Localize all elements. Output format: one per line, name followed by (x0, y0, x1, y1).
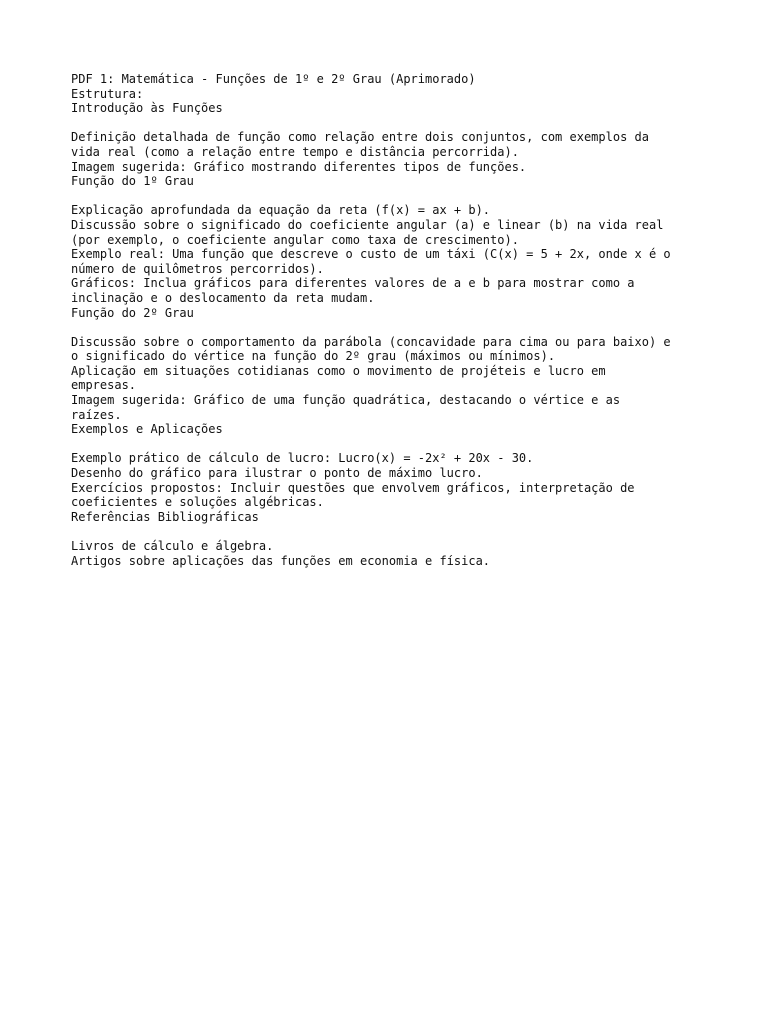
section-line: Gráficos: Inclua gráficos para diferentes valores de a e b para mostrar como a (71, 276, 635, 291)
section-line: raízes. (71, 407, 122, 422)
section-line: empresas. (71, 378, 137, 393)
section-line: Imagem sugerida: Gráfico mostrando diferentes tipos de funções. (71, 159, 527, 174)
section-heading-exemplos: Exemplos e Aplicações (71, 422, 223, 437)
section-line: Artigos sobre aplicações das funções em economia e física. (71, 553, 491, 568)
section-line: o significado do vértice na função do 2º grau (máximos ou mínimos). (71, 349, 556, 364)
section-line: coeficientes e soluções algébricas. (71, 495, 324, 510)
structure-label: Estrutura: (71, 86, 144, 101)
section-line: Explicação aprofundada da equação da reta (f(x) = ax + b). (71, 203, 491, 218)
section-line: Exercícios propostos: Incluir questões que envolvem gráficos, interpretação de (71, 480, 635, 495)
section-line: Exemplo real: Uma função que descreve o custo de um táxi (C(x) = 5 + 2x, onde x é o (71, 247, 671, 262)
blank-line (71, 320, 711, 335)
section-heading-funcao-1-grau: Função do 1º Grau (71, 174, 194, 189)
blank-line (71, 437, 711, 452)
document-page (71, 72, 711, 568)
section-line: inclinação e o deslocamento da reta mudam. (71, 290, 375, 305)
section-line: Definição detalhada de função como relação entre dois conjuntos, com exemplos da (71, 130, 649, 145)
section-line: Aplicação em situações cotidianas como o movimento de projéteis e lucro em (71, 363, 606, 378)
section-line: número de quilômetros percorridos). (71, 261, 324, 276)
section-line: (por exemplo, o coeficiente angular como taxa de crescimento). (71, 232, 519, 247)
section-line: Discussão sobre o significado do coeficiente angular (a) e linear (b) na vida real (71, 217, 664, 232)
section-line: Livros de cálculo e álgebra. (71, 539, 274, 553)
blank-line (71, 524, 711, 539)
section-heading-introducao: Introdução às Funções (71, 101, 223, 116)
section-line: Exemplo prático de cálculo de lucro: Lucro(x) = -2x² + 20x - 30. (71, 451, 534, 466)
section-heading-referencias: Referências Bibliográficas (71, 509, 259, 524)
blank-line (71, 189, 711, 204)
section-heading-funcao-2-grau: Função do 2º Grau (71, 305, 194, 320)
section-line: vida real (como a relação entre tempo e distância percorrida). (71, 144, 519, 159)
section-line: Imagem sugerida: Gráfico de uma função quadrática, destacando o vértice e as (71, 393, 621, 408)
document-title: PDF 1: Matemática - Funções de 1º e 2º Grau (Aprimorado) (71, 72, 476, 86)
section-line: Discussão sobre o comportamento da parábola (concavidade para cima ou para baixo) e (71, 334, 671, 349)
blank-line (71, 116, 711, 131)
section-line: Desenho do gráfico para ilustrar o ponto de máximo lucro. (71, 466, 483, 481)
